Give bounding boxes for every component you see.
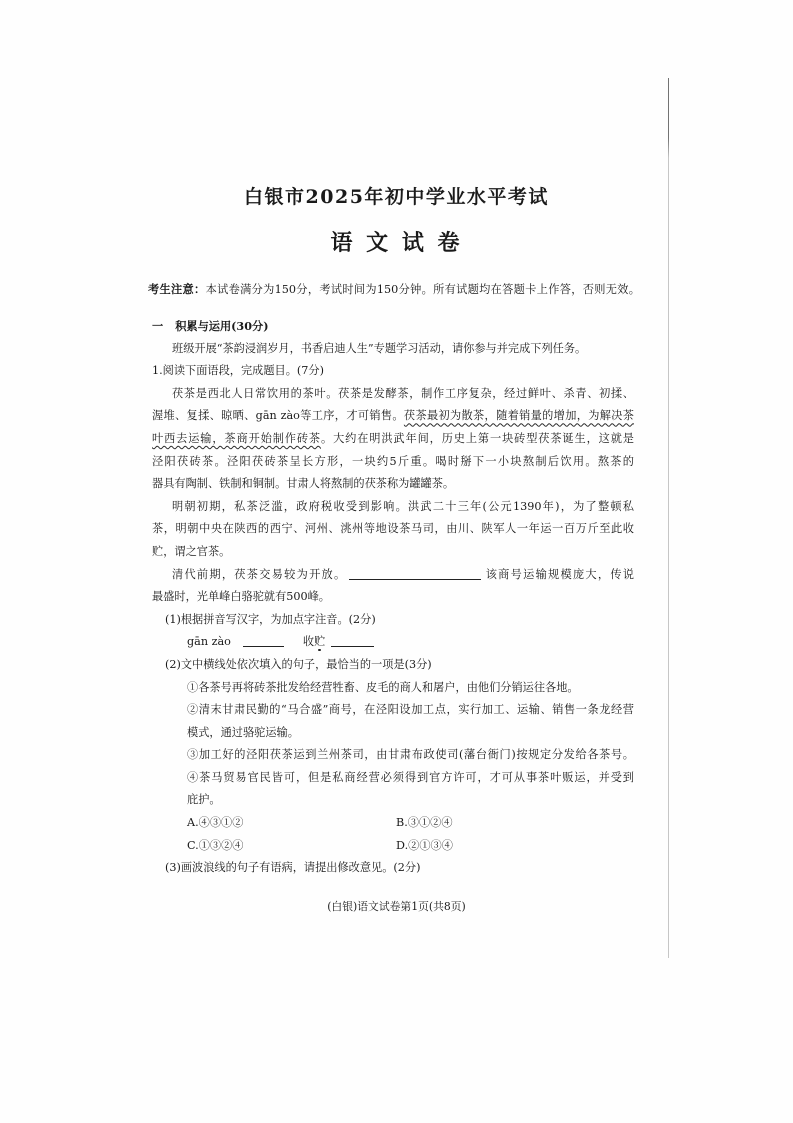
section-heading [152, 315, 634, 338]
choice-row [152, 835, 634, 858]
scan-binding-line [668, 78, 669, 958]
passage-line: 茶，明朝中央在陕西的西宁、河州、洮州等地设茶马司，由川、陕军人一年运一百万斤至此收 [152, 522, 634, 536]
exam-title: 白银市2025年初中学业水平考试 [244, 186, 549, 208]
passage-line: 最盛时，光单峰白骆驼就有500峰。 [152, 590, 330, 604]
sentence-option-4: ④茶马贸易官民皆可，但是私商经营必须得到官方许可，才可从事茶叶贩运，并受到 [187, 770, 634, 784]
candidate-notice [148, 278, 640, 302]
subquestion-2-stem: (2)文中横线处依次填入的句子，最恰当的一项是(3分) [165, 657, 432, 671]
passage-text: 该商号运输规模庞大，传说 [484, 567, 634, 581]
choice-c: C.①③②④ [187, 838, 244, 852]
answer-blank [331, 635, 374, 647]
sentence-option-2-continued: 模式，通过骆驼运输。 [187, 725, 299, 739]
exam-subject-title: 语 文 试 卷 [330, 230, 463, 256]
choice-a: A.④③①② [187, 816, 244, 830]
fill-in-blank [349, 568, 481, 580]
subquestion-1-stem: (1)根据拼音写汉字，为加点字注音。(2分) [165, 612, 376, 626]
choice-b: B.③①②④ [396, 816, 453, 830]
passage-text: 。大约在明洪武年间，历史上第一块砖型茯茶诞生，这就是 [321, 431, 634, 445]
passage-line: 茯茶是西北人日常饮用的茶叶。茯茶是发酵茶，制作工序复杂，经过鲜叶、杀青、初揉、 [172, 386, 634, 400]
section-intro: 班级开展“茶韵浸润岁月，书香启迪人生”专题学习活动，请你参与并完成下列任务。 [172, 341, 587, 355]
passage-line: 明朝初期，私茶泛滥，政府税收受到影响。洪武二十三年(公元1390年)，为了整顿私 [172, 499, 634, 513]
passage-line: 泾阳茯砖茶。泾阳茯砖茶呈长方形，一块约5斤重。喝时掰下一小块熬制后饮用。熬茶的 [152, 454, 634, 468]
subquestion-3-stem: (3)画波浪线的句子有语病，请提出修改意见。(2分) [165, 861, 421, 875]
passage-line: 贮，谓之官茶。 [152, 544, 231, 558]
sentence-option-1: ①各茶号再将砖茶批发给经营牲畜、皮毛的商人和屠户，由他们分销运往各地。 [187, 680, 579, 694]
sentence-option-3: ③加工好的泾阳茯茶运到兰州茶司，由甘肃布政使司(藩台衙门)按规定分发给各茶号。 [187, 748, 634, 762]
wavy-underlined-sentence: 茯茶最初为散茶，随着销量的增加，为解决茶 [403, 409, 634, 423]
subquestion-1-answer-line [152, 631, 634, 654]
passage-text: 渥堆、复揉、晾晒、gān zào等工序，才可销售。 [152, 409, 404, 423]
section-1 [152, 315, 634, 880]
section-title: 积累与运用(30分) [175, 319, 269, 333]
passage-line [152, 564, 634, 587]
notice-label: 考生注意： [148, 282, 206, 296]
passage-line [152, 405, 634, 428]
sentence-option-2: ②清末甘肃民勤的“马合盛”商号，在泾阳设加工点，实行加工、运输、销售一条龙经营 [187, 703, 634, 717]
passage-text: 清代前期，茯茶交易较为开放。 [172, 567, 347, 581]
choice-d: D.②①③④ [396, 838, 453, 852]
question-1-stem: 1.阅读下面语段，完成题目。(7分) [152, 364, 324, 378]
pinyin-text: gān zào [187, 635, 231, 649]
page-footer: (白银)语文试卷第1页(共8页) [327, 900, 466, 913]
word-character: 收 [302, 635, 315, 649]
wavy-underlined-sentence: 叶西去运输，茶商开始制作砖茶 [152, 431, 321, 445]
sentence-option-4-continued: 庇护。 [187, 793, 221, 807]
answer-blank [243, 635, 284, 647]
passage-line: 器具有陶制、铁制和铜制。甘肃人将熬制的茯茶称为罐罐茶。 [152, 477, 455, 491]
section-number: 一 [152, 319, 164, 333]
notice-text: 本试卷满分为150分，考试时间为150分钟。所有试题均在答题卡上作答，否则无效。 [205, 283, 640, 296]
passage-line [152, 428, 634, 451]
choice-row [152, 812, 634, 835]
dotted-character: 贮 [314, 635, 326, 649]
